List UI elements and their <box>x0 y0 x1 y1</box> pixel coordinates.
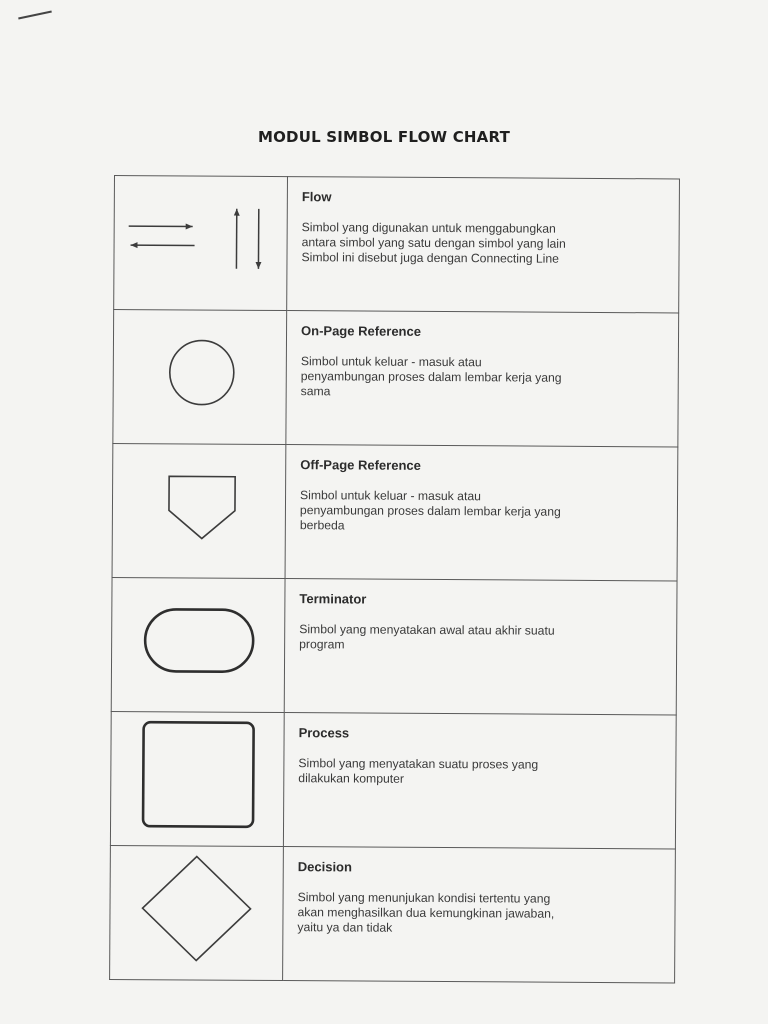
symbol-description <box>301 354 664 401</box>
description-line: Simbol yang digunakan untuk menggabungkan <box>301 220 556 236</box>
description-line: program <box>299 637 345 652</box>
diamond-icon <box>110 846 283 968</box>
symbol-name: On-Page Reference <box>301 323 422 339</box>
description-line: penyambungan proses dalam lembar kerja yang <box>299 503 561 519</box>
description-line: Simbol untuk keluar - masuk atau <box>300 354 482 370</box>
flow-arrows-icon <box>114 176 287 298</box>
description-line: berbeda <box>299 518 345 533</box>
description-line: penyambungan proses dalam lembar kerja yang <box>300 369 562 385</box>
scan-pen-mark <box>18 10 52 19</box>
symbol-table <box>109 175 680 983</box>
description-line: Simbol yang menunjukan kondisi tertentu yang <box>297 890 551 906</box>
symbol-cell <box>110 845 284 980</box>
rounded-oval-icon <box>112 578 285 700</box>
circle-icon <box>113 310 286 432</box>
table-row <box>111 577 677 714</box>
table-row <box>110 711 676 848</box>
description-line: akan menghasilkan dua kemungkinan jawaban, <box>297 905 555 921</box>
description-line: dilakukan komputer <box>298 771 405 786</box>
symbol-description <box>300 488 663 535</box>
symbol-table-wrapper <box>109 175 680 983</box>
page-title: MODUL SIMBOL FLOW CHART <box>257 128 511 146</box>
symbol-cell <box>110 711 284 846</box>
description-line: sama <box>300 384 331 399</box>
symbol-cell <box>111 577 285 712</box>
symbol-description <box>298 756 661 788</box>
description-line: Simbol yang menyatakan suatu proses yang <box>298 756 539 772</box>
symbol-description <box>301 220 664 267</box>
description-cell <box>283 847 676 983</box>
description-cell <box>284 579 677 715</box>
description-line: antara simbol yang satu dengan simbol yang lain <box>301 235 566 251</box>
rounded-rectangle-icon <box>111 712 284 834</box>
description-cell <box>286 311 679 447</box>
symbol-cell <box>114 176 288 311</box>
symbol-cell <box>112 443 286 578</box>
description-line: Simbol untuk keluar - masuk atau <box>300 488 481 504</box>
symbol-name: Decision <box>297 859 353 875</box>
symbol-name: Process <box>298 725 350 741</box>
symbol-name: Off-Page Reference <box>300 457 421 473</box>
description-line: Simbol yang menyatakan awal atau akhir suatu <box>299 622 555 638</box>
description-line: Simbol ini disebut juga dengan Connecting Line <box>301 250 560 266</box>
table-row <box>110 845 676 982</box>
description-line: yaitu ya dan tidak <box>297 920 393 935</box>
table-row <box>114 176 680 313</box>
symbol-name: Flow <box>301 189 332 205</box>
symbol-description <box>299 622 662 654</box>
pentagon-icon <box>113 444 286 566</box>
table-row <box>113 310 679 447</box>
description-cell <box>283 713 676 849</box>
table-row <box>112 443 678 580</box>
symbol-name: Terminator <box>299 591 367 607</box>
description-cell <box>285 445 678 581</box>
description-cell <box>287 177 680 313</box>
symbol-description <box>297 890 660 937</box>
symbol-cell <box>113 310 287 445</box>
